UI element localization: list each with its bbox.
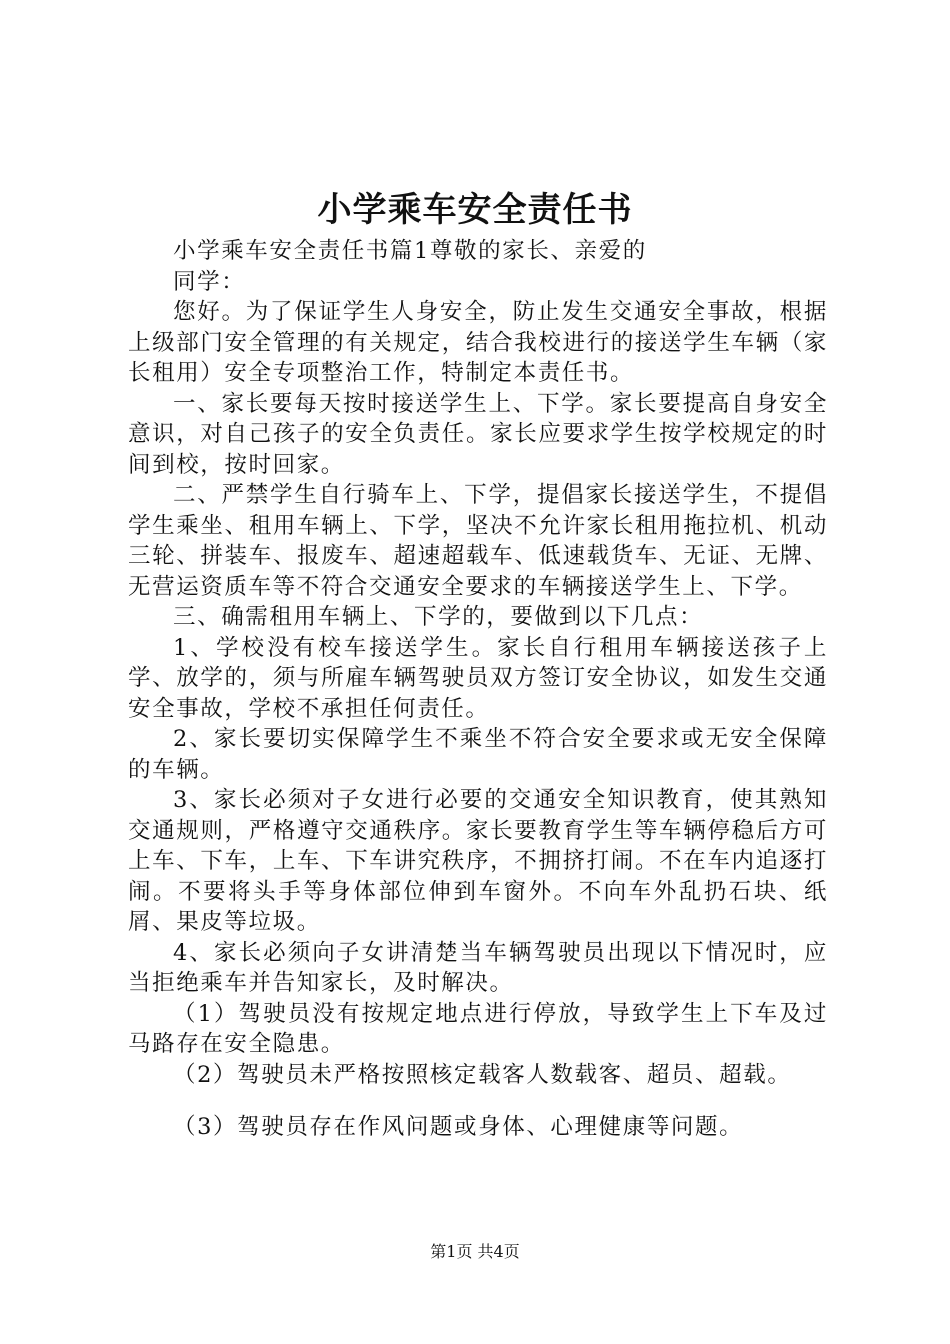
paragraph-case-3: （3）驾驶员存在作风问题或身体、心理健康等问题。 — [173, 1114, 744, 1140]
paragraph-intro: 小学乘车安全责任书篇1尊敬的家长、亲爱的 — [173, 238, 647, 264]
paragraph-sub-4: 4、家长必须向子女讲清楚当车辆驾驶员出现以下情况时，应当拒绝乘车并告知家长，及时解决。 — [128, 939, 828, 996]
paragraph-item-2: 二、严禁学生自行骑车上、下学，提倡家长接送学生，不提倡学生乘坐、租用车辆上、下学，坚决不允许家长租用拖拉机、机动三轮、拼装车、报废车、超速超载车、低速载货车、无证、无牌、无营运资质车等不符合交通安全要求的车辆接送学生上、下学。 — [128, 482, 828, 600]
paragraph-case-2: （2）驾驶员未严格按照核定载客人数载客、超员、超载。 — [173, 1061, 792, 1088]
paragraph-sub-2: 2、家长要切实保障学生不乘坐不符合安全要求或无安全保障的车辆。 — [128, 726, 828, 783]
paragraph-sub-3: 3、家长必须对子女进行必要的交通安全知识教育，使其熟知交通规则，严格遵守交通秩序。家长要教育学生等车辆停稳后方可上车、下车，上车、下车讲究秩序，不拥挤打闹。不在车内追逐打闹。不要将头手等身体部位伸到车窗外。不向车外乱扔石块、纸屑、果皮等垃圾。 — [128, 787, 828, 935]
paragraph-salutation: 同学： — [173, 268, 246, 295]
paragraph-sub-1: 1、学校没有校车接送学生。家长自行租用车辆接送孩子上学、放学的，须与所雇车辆驾驶员双方签订安全协议，如发生交通安全事故，学校不承担任何责任。 — [128, 634, 828, 722]
document-body — [128, 236, 828, 1143]
document-title: 小学乘车安全责任书 — [317, 190, 633, 230]
paragraph-item-1: 一、家长要每天按时接送学生上、下学。家长要提高自身安全意识，对自己孩子的安全负责任。家长应要求学生按学校规定的时间到校，按时回家。 — [128, 390, 828, 478]
page-number-footer: 第1页 共4页 — [430, 1242, 520, 1261]
paragraph-greeting: 您好。为了保证学生人身安全，防止发生交通安全事故，根据上级部门安全管理的有关规定，结合我校进行的接送学生车辆（家长租用）安全专项整治工作，特制定本责任书。 — [128, 299, 828, 386]
paragraph-case-1: （1）驾驶员没有按规定地点进行停放，导致学生上下车及过马路存在安全隐患。 — [128, 1000, 828, 1057]
paragraph-item-3: 三、确需租用车辆上、下学的，要做到以下几点： — [173, 604, 704, 630]
